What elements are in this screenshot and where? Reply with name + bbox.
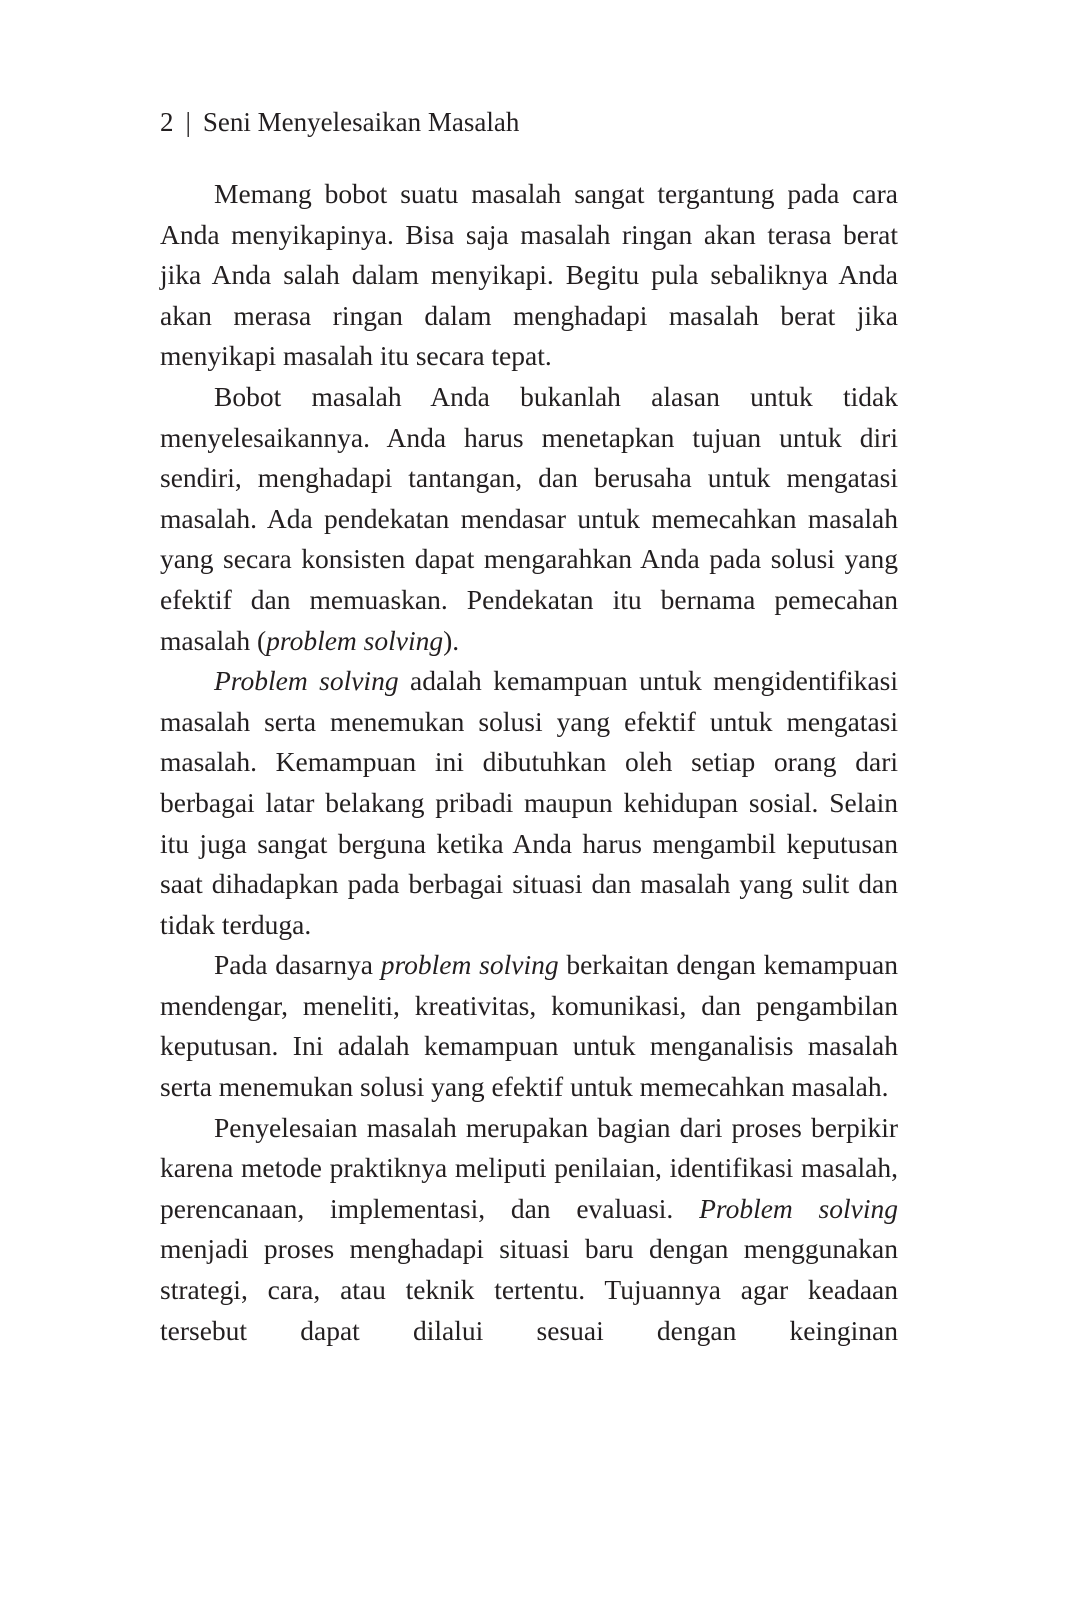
book-title: Seni Menyelesaikan Masalah <box>202 107 520 137</box>
paragraph <box>160 174 898 377</box>
paragraph-text: menjadi proses menghadapi situasi baru dengan menggunakan strategi, cara, atau teknik tertentu. Tujuannya agar keadaan tersebut dapat dilalui sesuai dengan keinginan <box>160 1233 898 1346</box>
paragraph <box>160 945 898 1107</box>
page-number: 2 <box>160 107 174 137</box>
paragraph <box>160 1108 898 1352</box>
paragraph-text: berkaitan dengan kemampuan mendengar, meneliti, kreativitas, komunikasi, dan pengambilan keputusan. Ini adalah kemampuan untuk menganalisis masalah serta menemukan solusi yang efektif untuk memecahkan masalah. <box>160 949 899 1103</box>
paragraph-text: ). <box>443 624 460 656</box>
paragraph <box>160 377 898 661</box>
header-separator: | <box>185 107 191 137</box>
paragraph-text: Bobot masalah Anda bukanlah alasan untuk tidak menyelesaikannya. Anda harus menetapkan tujuan untuk diri sendiri, menghadapi tantangan, dan berusaha untuk mengatasi masalah. Ada pendekatan mendasar untuk memecahkan masalah yang secara konsisten dapat mengarahkan Anda pada solusi yang efektif dan memuaskan. Pendekatan itu bernama pemecahan masalah ( <box>160 380 898 656</box>
italic-term: Problem solving <box>214 665 399 697</box>
paragraph-text: Pada dasarnya <box>214 949 381 981</box>
italic-term: problem solving <box>380 949 559 981</box>
paragraph <box>160 661 898 945</box>
italic-term: Problem solving <box>699 1192 898 1224</box>
paragraph-text: adalah kemampuan untuk mengidentifikasi masalah serta menemukan solusi yang efektif untuk mengatasi masalah. Kemampuan ini dibutuhkan oleh setiap orang dari berbagai latar belakang pribadi maupun kehidupan sosial. Selain itu juga sangat berguna ketika Anda harus mengambil keputusan saat dihadapkan pada berbagai situasi dan masalah yang sulit dan tidak terduga. <box>160 665 898 940</box>
body-text <box>160 174 898 1351</box>
paragraph-text: Penyelesaian masalah merupakan bagian dari proses berpikir karena metode praktiknya meliputi penilaian, identifikasi masalah, perencanaan, implementasi, dan evaluasi. <box>160 1111 898 1224</box>
italic-term: problem solving <box>266 624 444 656</box>
running-header <box>160 104 519 140</box>
paragraph-text: Memang bobot suatu masalah sangat tergantung pada cara Anda menyikapinya. Bisa saja masalah ringan akan terasa berat jika Anda salah dalam menyikapi. Begitu pula sebaliknya Anda akan merasa ringan dalam menghadapi masalah berat jika menyikapi masalah itu secara tepat. <box>160 178 898 372</box>
